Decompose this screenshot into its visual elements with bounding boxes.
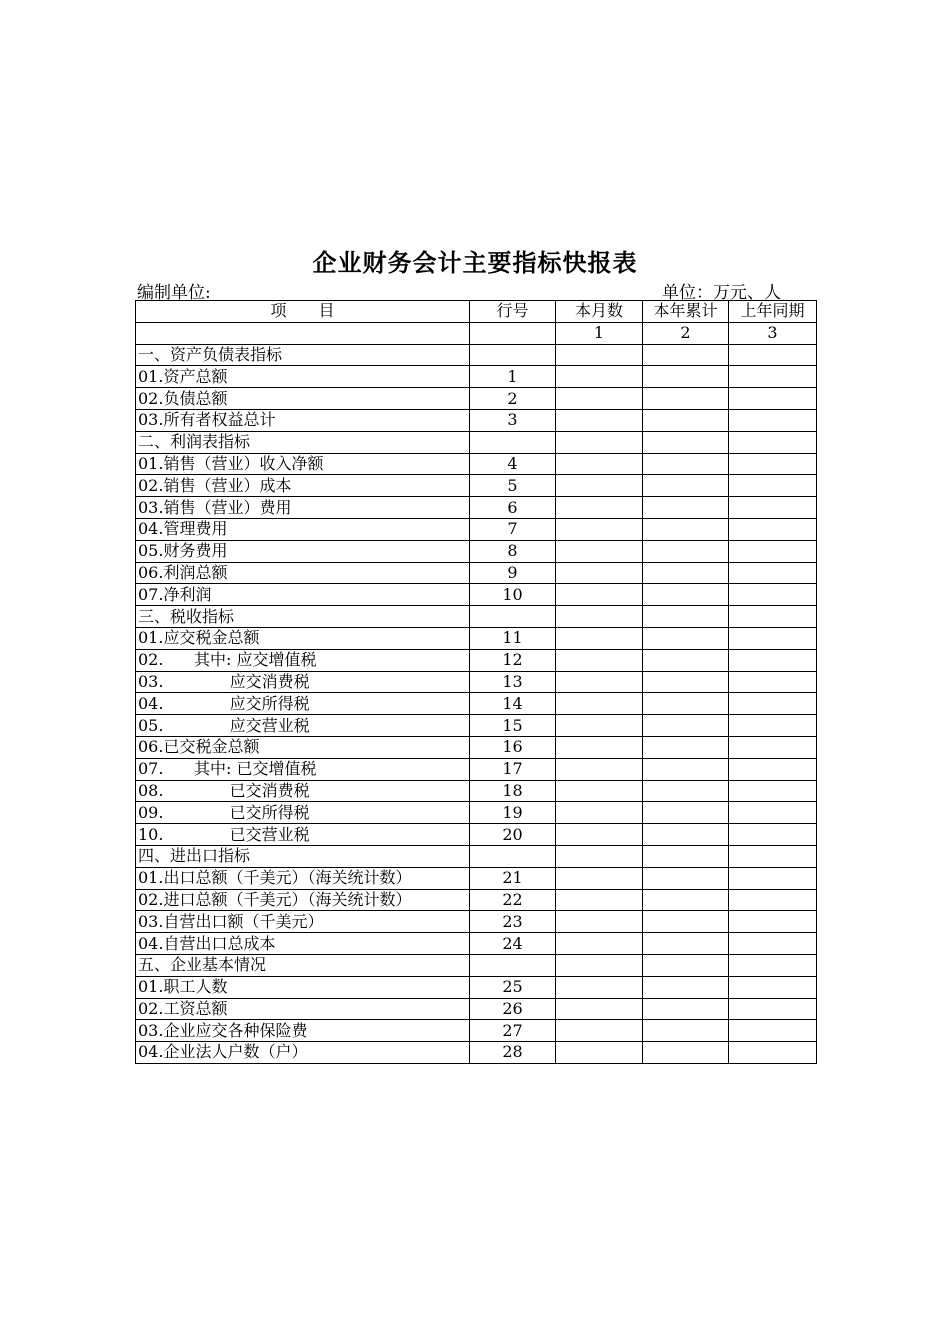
header-item: 项 目 [136,301,470,323]
row-item-label: 03.自营出口额（千美元） [136,911,470,933]
table-row [136,1020,817,1042]
row-number: 11 [470,627,556,649]
row-item-label: 03.销售（营业）费用 [136,497,470,519]
year-cumulative-cell[interactable] [643,998,729,1020]
this-month-cell[interactable] [556,715,643,737]
year-cumulative-cell[interactable] [643,715,729,737]
this-month-cell[interactable] [556,540,643,562]
row-item-label: 04.管理费用 [136,518,470,540]
row-item-label: 06.利润总额 [136,562,470,584]
this-month-cell[interactable] [556,998,643,1020]
this-month-cell[interactable] [556,584,643,606]
row-number [470,344,556,366]
year-cumulative-cell[interactable] [643,584,729,606]
row-item-label: 三、税收指标 [136,606,470,628]
last-year-same-cell[interactable] [729,715,817,737]
this-month-cell[interactable] [556,845,643,867]
year-cumulative-cell[interactable] [643,344,729,366]
year-cumulative-cell[interactable] [643,388,729,410]
year-cumulative-cell[interactable] [643,475,729,497]
table-row [136,453,817,475]
last-year-same-cell[interactable] [729,954,817,976]
row-item-label: 04. 应交所得税 [136,693,470,715]
year-cumulative-cell[interactable] [643,780,729,802]
row-number: 21 [470,867,556,889]
report-title: 企业财务会计主要指标快报表 [312,249,638,277]
row-number: 1 [470,366,556,388]
table-row [136,780,817,802]
row-item-label: 05.财务费用 [136,540,470,562]
last-year-same-cell[interactable] [729,584,817,606]
year-cumulative-cell[interactable] [643,1020,729,1042]
last-year-same-cell[interactable] [729,453,817,475]
year-cumulative-cell[interactable] [643,758,729,780]
report-table [135,300,817,1064]
header-year-cumulative: 本年累计 [643,301,729,323]
row-number: 19 [470,802,556,824]
row-item-label: 03.所有者权益总计 [136,409,470,431]
this-month-cell[interactable] [556,518,643,540]
row-number: 24 [470,933,556,955]
unit-label: 单位：万元、人 [662,283,781,303]
last-year-same-cell[interactable] [729,780,817,802]
year-cumulative-cell[interactable] [643,693,729,715]
row-item-label: 07. 其中: 已交增值税 [136,758,470,780]
row-item-label: 07.净利润 [136,584,470,606]
row-number [470,606,556,628]
last-year-same-cell[interactable] [729,976,817,998]
row-number: 15 [470,715,556,737]
table-row [136,1042,817,1064]
row-item-label: 09. 已交所得税 [136,802,470,824]
last-year-same-cell[interactable] [729,845,817,867]
compiler-label: 编制单位: [137,283,211,303]
last-year-same-cell[interactable] [729,933,817,955]
last-year-same-cell[interactable] [729,344,817,366]
column-number-1: 1 [556,322,643,344]
row-item-label: 03. 应交消费税 [136,671,470,693]
year-cumulative-cell[interactable] [643,649,729,671]
year-cumulative-cell[interactable] [643,671,729,693]
this-month-cell[interactable] [556,867,643,889]
this-month-cell[interactable] [556,344,643,366]
table-row [136,736,817,758]
table-row [136,388,817,410]
year-cumulative-cell[interactable] [643,736,729,758]
year-cumulative-cell[interactable] [643,540,729,562]
row-number [470,431,556,453]
year-cumulative-cell[interactable] [643,889,729,911]
last-year-same-cell[interactable] [729,998,817,1020]
last-year-same-cell[interactable] [729,431,817,453]
last-year-same-cell[interactable] [729,606,817,628]
table-row [136,845,817,867]
table-row [136,954,817,976]
last-year-same-cell[interactable] [729,889,817,911]
year-cumulative-cell[interactable] [643,431,729,453]
this-month-cell[interactable] [556,889,643,911]
table-row [136,627,817,649]
row-number: 8 [470,540,556,562]
table-row [136,976,817,998]
table-row [136,409,817,431]
row-number: 22 [470,889,556,911]
year-cumulative-cell[interactable] [643,845,729,867]
table-row [136,802,817,824]
row-item-label: 02.进口总额（千美元）（海关统计数） [136,889,470,911]
last-year-same-cell[interactable] [729,497,817,519]
row-number: 16 [470,736,556,758]
row-item-label: 02.负债总额 [136,388,470,410]
row-item-label: 01.应交税金总额 [136,627,470,649]
last-year-same-cell[interactable] [729,409,817,431]
row-number: 18 [470,780,556,802]
row-item-label: 02.销售（营业）成本 [136,475,470,497]
row-number: 17 [470,758,556,780]
this-month-cell[interactable] [556,431,643,453]
row-item-label: 06.已交税金总额 [136,736,470,758]
row-item-label: 02.工资总额 [136,998,470,1020]
row-number: 25 [470,976,556,998]
row-item-label: 01.出口总额（千美元）（海关统计数） [136,867,470,889]
this-month-cell[interactable] [556,824,643,846]
row-item-label: 01.销售（营业）收入净额 [136,453,470,475]
year-cumulative-cell[interactable] [643,976,729,998]
row-item-label: 04.企业法人户数（户） [136,1042,470,1064]
this-month-cell[interactable] [556,649,643,671]
year-cumulative-cell[interactable] [643,627,729,649]
this-month-cell[interactable] [556,976,643,998]
last-year-same-cell[interactable] [729,671,817,693]
last-year-same-cell[interactable] [729,802,817,824]
table-row [136,824,817,846]
row-number: 7 [470,518,556,540]
table-row [136,366,817,388]
year-cumulative-cell[interactable] [643,933,729,955]
row-number: 10 [470,584,556,606]
header-last-year-same: 上年同期 [729,301,817,323]
year-cumulative-cell[interactable] [643,518,729,540]
last-year-same-cell[interactable] [729,911,817,933]
this-month-cell[interactable] [556,671,643,693]
last-year-same-cell[interactable] [729,366,817,388]
this-month-cell[interactable] [556,475,643,497]
header-this-month: 本月数 [556,301,643,323]
this-month-cell[interactable] [556,388,643,410]
table-row [136,475,817,497]
last-year-same-cell[interactable] [729,475,817,497]
table-row [136,431,817,453]
year-cumulative-cell[interactable] [643,409,729,431]
last-year-same-cell[interactable] [729,758,817,780]
row-item-label: 01.职工人数 [136,976,470,998]
row-number [470,845,556,867]
table-row [136,540,817,562]
this-month-cell[interactable] [556,758,643,780]
last-year-same-cell[interactable] [729,649,817,671]
row-number: 3 [470,409,556,431]
table-row [136,606,817,628]
table-row [136,715,817,737]
this-month-cell[interactable] [556,497,643,519]
table-row [136,584,817,606]
row-number: 6 [470,497,556,519]
year-cumulative-cell[interactable] [643,911,729,933]
row-number: 12 [470,649,556,671]
year-cumulative-cell[interactable] [643,497,729,519]
row-item-label: 四、进出口指标 [136,845,470,867]
this-month-cell[interactable] [556,562,643,584]
table-row [136,889,817,911]
this-month-cell[interactable] [556,693,643,715]
row-number: 28 [470,1042,556,1064]
row-item-label: 五、企业基本情况 [136,954,470,976]
this-month-cell[interactable] [556,606,643,628]
last-year-same-cell[interactable] [729,867,817,889]
row-number: 5 [470,475,556,497]
row-item-label: 02. 其中: 应交增值税 [136,649,470,671]
table-row [136,518,817,540]
column-number-2: 2 [643,322,729,344]
row-item-label: 03.企业应交各种保险费 [136,1020,470,1042]
column-number-3: 3 [729,322,817,344]
row-item-label: 05. 应交营业税 [136,715,470,737]
table-row [136,562,817,584]
this-month-cell[interactable] [556,1042,643,1064]
year-cumulative-cell[interactable] [643,824,729,846]
row-number: 27 [470,1020,556,1042]
row-number: 20 [470,824,556,846]
this-month-cell[interactable] [556,911,643,933]
this-month-cell[interactable] [556,627,643,649]
row-item-label: 04.自营出口总成本 [136,933,470,955]
year-cumulative-cell[interactable] [643,802,729,824]
this-month-cell[interactable] [556,736,643,758]
table-row [136,497,817,519]
year-cumulative-cell[interactable] [643,453,729,475]
row-number: 26 [470,998,556,1020]
last-year-same-cell[interactable] [729,736,817,758]
this-month-cell[interactable] [556,802,643,824]
this-month-cell[interactable] [556,933,643,955]
year-cumulative-cell[interactable] [643,867,729,889]
row-item-label: 一、资产负债表指标 [136,344,470,366]
last-year-same-cell[interactable] [729,562,817,584]
row-number: 14 [470,693,556,715]
table-row [136,933,817,955]
table-row [136,671,817,693]
table-row [136,867,817,889]
last-year-same-cell[interactable] [729,1020,817,1042]
year-cumulative-cell[interactable] [643,606,729,628]
table-row [136,693,817,715]
last-year-same-cell[interactable] [729,627,817,649]
this-month-cell[interactable] [556,954,643,976]
last-year-same-cell[interactable] [729,824,817,846]
table-row [136,649,817,671]
last-year-same-cell[interactable] [729,388,817,410]
last-year-same-cell[interactable] [729,540,817,562]
year-cumulative-cell[interactable] [643,366,729,388]
last-year-same-cell[interactable] [729,1042,817,1064]
column-number-blank [136,322,470,344]
row-number: 23 [470,911,556,933]
row-item-label: 08. 已交消费税 [136,780,470,802]
row-item-label: 01.资产总额 [136,366,470,388]
table-row [136,344,817,366]
column-number-row [136,322,817,344]
row-number: 2 [470,388,556,410]
row-item-label: 10. 已交营业税 [136,824,470,846]
year-cumulative-cell[interactable] [643,562,729,584]
last-year-same-cell[interactable] [729,693,817,715]
year-cumulative-cell[interactable] [643,1042,729,1064]
header-row [136,301,817,323]
header-row-no: 行号 [470,301,556,323]
table-row [136,758,817,780]
this-month-cell[interactable] [556,1020,643,1042]
this-month-cell[interactable] [556,409,643,431]
row-item-label: 二、利润表指标 [136,431,470,453]
table-row [136,911,817,933]
this-month-cell[interactable] [556,780,643,802]
year-cumulative-cell[interactable] [643,954,729,976]
column-number-blank-2 [470,322,556,344]
this-month-cell[interactable] [556,453,643,475]
row-number: 4 [470,453,556,475]
row-number: 9 [470,562,556,584]
this-month-cell[interactable] [556,366,643,388]
table-row [136,998,817,1020]
last-year-same-cell[interactable] [729,518,817,540]
row-number [470,954,556,976]
row-number: 13 [470,671,556,693]
